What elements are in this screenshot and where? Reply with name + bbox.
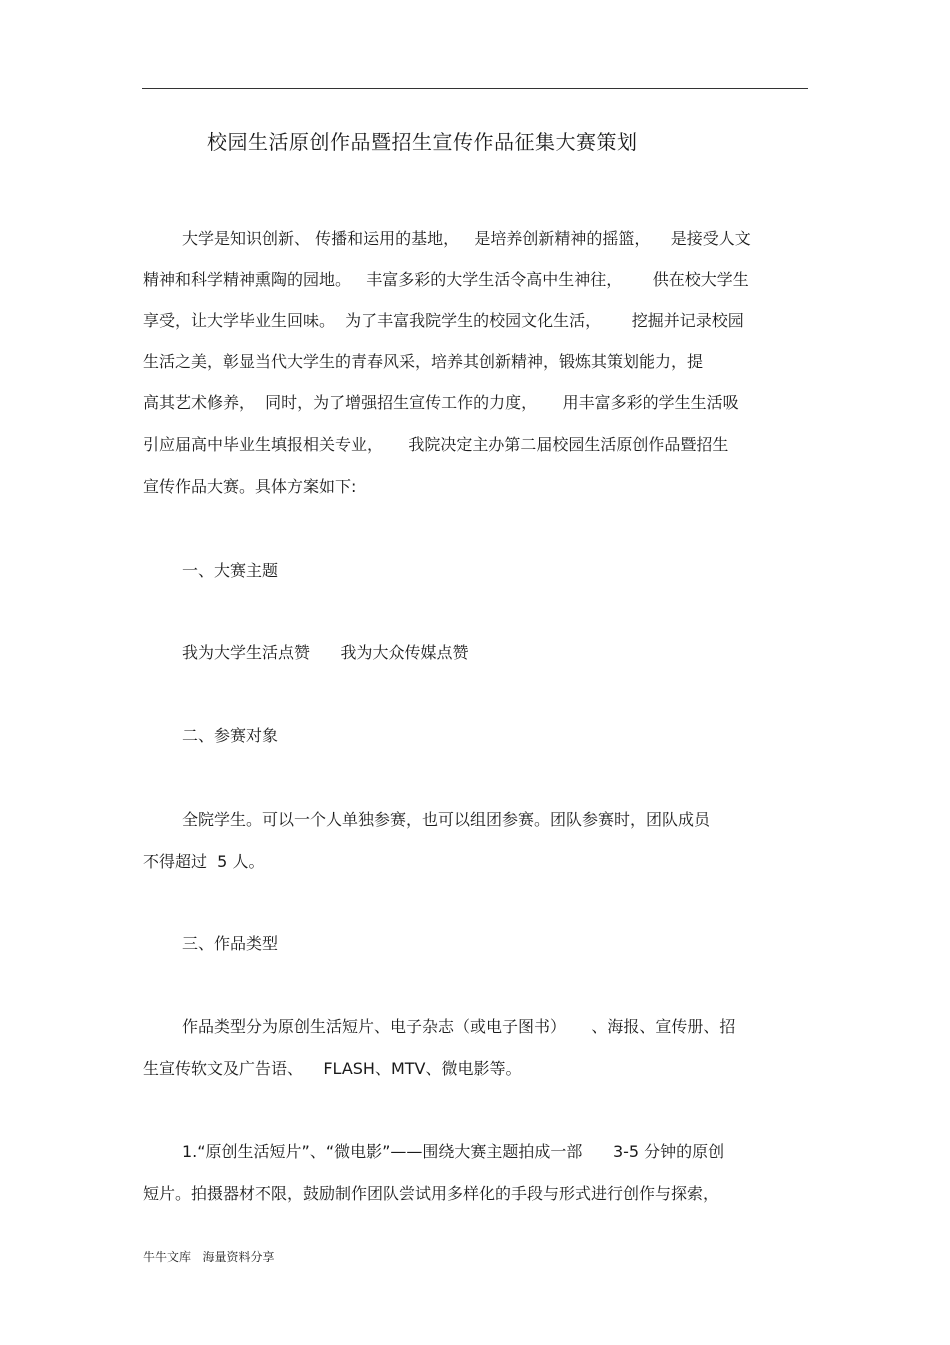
intro-line-2: 精神和科学精神熏陶的园地。 丰富多彩的大学生活令高中生神往， 供在校大学生: [143, 270, 749, 289]
item-1-line-1: 1.“原创生活短片”、“微电影”——围绕大赛主题拍成一部 3-5 分钟的原创: [182, 1142, 725, 1161]
section-3-line-1: 作品类型分为原创生活短片、电子杂志（或电子图书） 、海报、宣传册、招: [182, 1017, 736, 1036]
section-3-heading: 三、作品类型: [182, 934, 279, 953]
footer-text: 牛牛文库 海量资料分享: [143, 1250, 275, 1264]
section-2-heading: 二、参赛对象: [182, 726, 279, 745]
section-3-line-2: 生宣传软文及广告语、 FLASH、MTV、微电影等。: [143, 1059, 522, 1078]
section-2-line-2: 不得超过 5 人。: [143, 852, 265, 871]
section-2-line-1: 全院学生。可以一个人单独参赛，也可以组团参赛。团队参赛时，团队成员: [182, 810, 711, 829]
intro-line-5: 高其艺术修养， 同时，为了增强招生宣传工作的力度， 用丰富多彩的学生生活吸: [143, 393, 739, 412]
header-rule: [142, 88, 808, 89]
item-1-line-2: 短片。拍摄器材不限，鼓励制作团队尝试用多样化的手段与形式进行创作与探索，: [143, 1184, 720, 1203]
document-title: 校园生活原创作品暨招生宣传作品征集大赛策划: [207, 130, 638, 154]
intro-line-7: 宣传作品大赛。具体方案如下:: [143, 477, 357, 496]
intro-line-6: 引应届高中毕业生填报相关专业， 我院决定主办第二届校园生活原创作品暨招生: [143, 435, 729, 454]
section-1-heading: 一、大赛主题: [182, 561, 279, 580]
intro-line-1: 大学是知识创新、 传播和运用的基地， 是培养创新精神的摇篮， 是接受人文: [182, 229, 751, 248]
intro-line-4: 生活之美，彰显当代大学生的青春风采，培养其创新精神，锻炼其策划能力，提: [143, 352, 704, 371]
intro-line-3: 享受，让大学毕业生回味。 为了丰富我院学生的校园文化生活， 挖掘并记录校园: [143, 311, 744, 330]
section-1-body: 我为大学生活点赞 我为大众传媒点赞: [182, 643, 469, 662]
